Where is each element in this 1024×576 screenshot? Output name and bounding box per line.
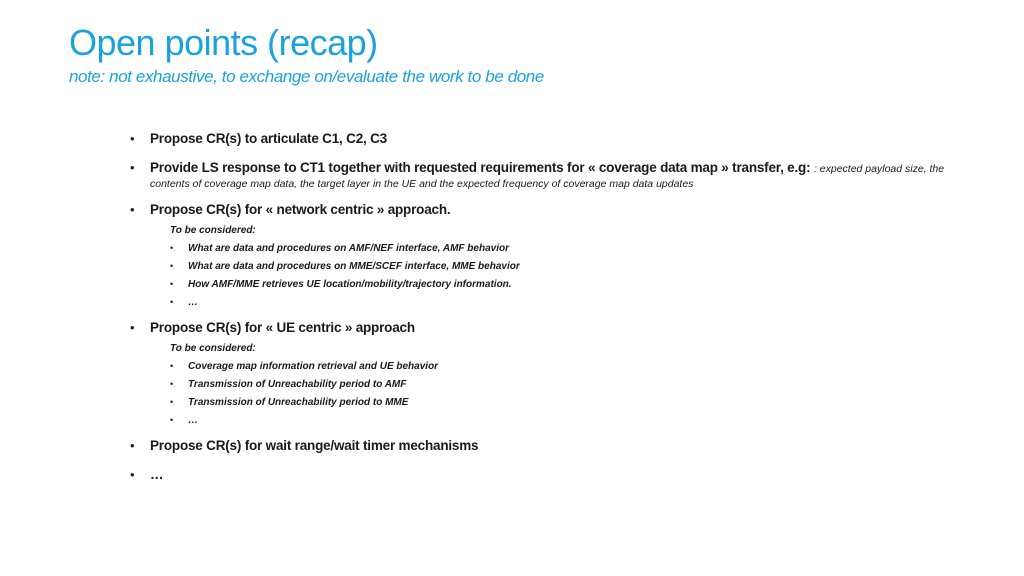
bullet-text: Propose CR(s) for wait range/wait timer mechanisms <box>150 438 479 453</box>
sub-item-text: What are data and procedures on MME/SCEF interface, MME behavior <box>188 261 520 272</box>
bullet-dot: • <box>170 279 174 289</box>
slide-title: Open points (recap) <box>69 22 378 63</box>
sub-item-text: Coverage map information retrieval and UE behavior <box>188 361 439 372</box>
sub-item-text: What are data and procedures on AMF/NEF interface, AMF behavior <box>188 243 509 254</box>
considered-note: To be considered: <box>170 225 256 236</box>
bullet-dot: • <box>130 467 135 482</box>
bullet-dot: • <box>170 261 174 271</box>
sub-item-text: … <box>188 297 198 308</box>
sub-item-text: How AMF/MME retrieves UE location/mobility/trajectory information. <box>188 279 512 290</box>
bullet-dot: • <box>130 438 135 453</box>
bullet-dot: • <box>170 243 174 253</box>
bullet-text: Propose CR(s) for « UE centric » approach <box>150 320 415 335</box>
considered-note: To be considered: <box>170 343 256 354</box>
bullet-detail: : expected payload size, the <box>813 163 945 175</box>
bullet-dot: • <box>130 202 135 217</box>
bullet-dot: • <box>170 297 174 307</box>
bullet-dot: • <box>170 361 174 371</box>
bullet-continuation: contents of coverage map data, the target layer in the UE and the expected frequency of coverage map data updates <box>150 178 694 190</box>
bullet-text: … <box>150 467 164 482</box>
bullet-dot: • <box>170 379 174 389</box>
sub-item-text: … <box>188 415 198 426</box>
bullet-dot: • <box>130 160 135 175</box>
bullet-dot: • <box>170 415 174 425</box>
slide-subtitle: note: not exhaustive, to exchange on/evaluate the work to be done <box>69 67 544 86</box>
bullet-text: Provide LS response to CT1 together with requested requirements for « coverage data map » transfer, e.g: : expected payload size, the <box>150 160 945 175</box>
sub-item-text: Transmission of Unreachability period to AMF <box>188 379 407 390</box>
bullet-dot: • <box>130 320 135 335</box>
bullet-text: Propose CR(s) for « network centric » approach. <box>150 202 451 217</box>
bullet-dot: • <box>130 131 135 146</box>
sub-item-text: Transmission of Unreachability period to MME <box>188 397 409 408</box>
bullet-text: Propose CR(s) to articulate C1, C2, C3 <box>150 131 387 146</box>
bullet-dot: • <box>170 397 174 407</box>
